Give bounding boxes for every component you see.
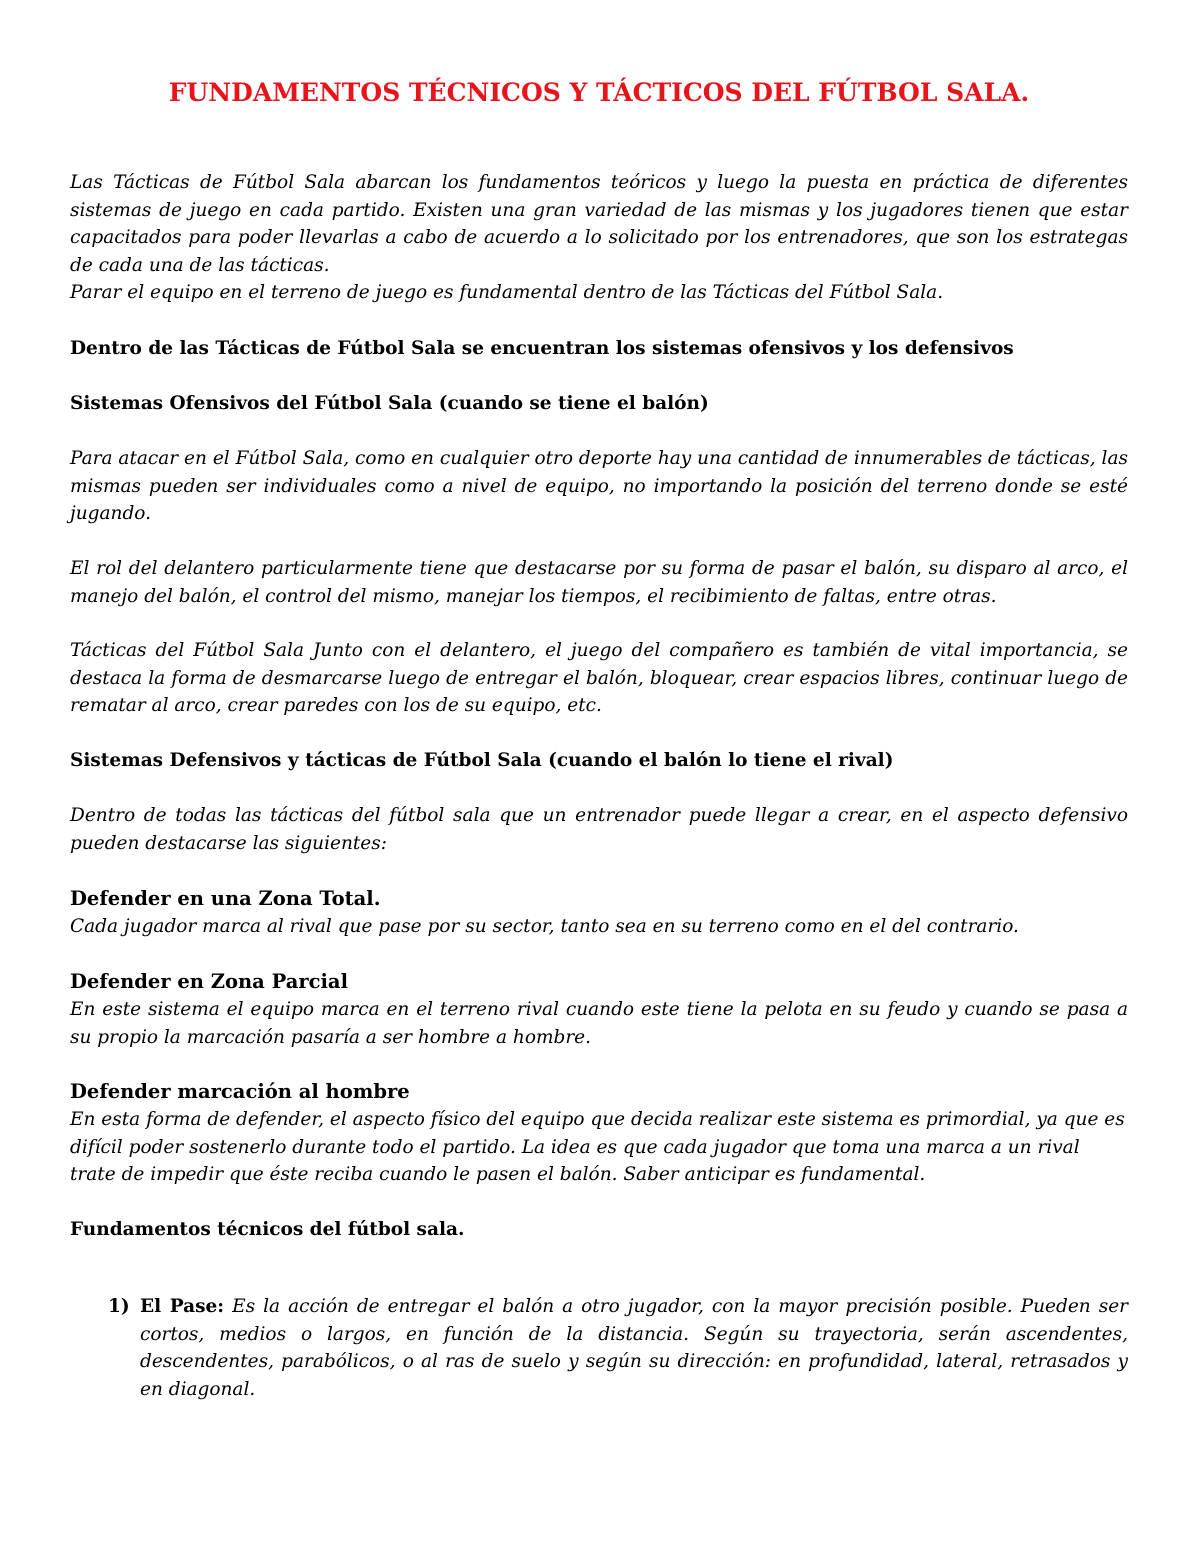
offensive-paragraph-2: El rol del delantero particularmente tiene que destacarse por su forma de pasar el balón, su disparo al arco, el manejo del balón, el control del mismo, manejar los tiempos, el recibimiento de faltas, entre otras. [70, 558, 1128, 607]
heading-offensive: Sistemas Ofensivos del Fútbol Sala (cuando se tiene el balón) [70, 393, 709, 414]
heading-systems: Dentro de las Tácticas de Fútbol Sala se encuentran los sistemas ofensivos y los defensivos [70, 338, 1014, 359]
zone-partial-heading: Defender en Zona Parcial [70, 970, 348, 993]
intro-paragraph: Las Tácticas de Fútbol Sala abarcan los fundamentos teóricos y luego la puesta en práctica de diferentes sistemas de juego en cada partido. Existen una gran variedad de las mismas y los jugadores tienen que estar capacitados para poder llevarlas a cabo de acuerdo a lo solicitado por los entrenadores, que son los estrategas de cada una de las tácticas. [70, 172, 1128, 276]
zone-total-heading: Defender en una Zona Total. [70, 887, 381, 910]
zone-total-text: Cada jugador marca al rival que pase por su sector, tanto sea en su terreno como en el del contrario. [70, 916, 1019, 937]
man-marking-heading: Defender marcación al hombre [70, 1080, 410, 1103]
heading-defensive: Sistemas Defensivos y tácticas de Fútbol Sala (cuando el balón lo tiene el rival) [70, 750, 894, 771]
offensive-paragraph-1: Para atacar en el Fútbol Sala, como en cualquier otro deporte hay una cantidad de innumerables de tácticas, las mismas pueden ser individuales como a nivel de equipo, no importando la posición del terreno donde se esté jugando. [70, 448, 1128, 524]
document-title: FUNDAMENTOS TÉCNICOS Y TÁCTICOS DEL FÚTBOL SALA. [168, 78, 1030, 107]
list-item-text: Es la acción de entregar el balón a otro jugador, con la mayor precisión posible. Pueden ser cortos, medios o largos, en función de la distancia. Según su trayectoria, serán ascendentes, descendentes, parabólicos, o al ras de suelo y según su dirección: en profundidad, lateral, retrasados y en diagonal. [140, 1296, 1128, 1400]
list-item-body [140, 1293, 1128, 1403]
man-marking-text: En esta forma de defender, el aspecto físico del equipo que decida realizar este sistema es primordial, ya que es difícil poder sostenerlo durante todo el partido. La idea es que cada jugador que toma una marca a un rival trate de impedir que éste reciba cuando le pasen el balón. Saber anticipar es fundamental. [70, 1109, 1125, 1185]
offensive-paragraph-3: Tácticas del Fútbol Sala Junto con el delantero, el juego del compañero es también de vital importancia, se destaca la forma de desmarcarse luego de entregar el balón, bloquear, crear espacios libres, continuar luego de rematar al arco, crear paredes con los de su equipo, etc. [70, 640, 1128, 716]
intro-line: Parar el equipo en el terreno de juego es fundamental dentro de las Tácticas del Fútbol Sala. [70, 282, 944, 303]
defensive-intro: Dentro de todas las tácticas del fútbol sala que un entrenador puede llegar a crear, en el aspecto defensivo pueden destacarse las siguientes: [70, 805, 1128, 854]
heading-technical: Fundamentos técnicos del fútbol sala. [70, 1219, 465, 1240]
list-item-label: El Pase: [140, 1296, 225, 1317]
list-item-number: 1) [108, 1296, 130, 1317]
zone-partial-text: En este sistema el equipo marca en el terreno rival cuando este tiene la pelota en su feudo y cuando se pasa a su propio la marcación pasaría a ser hombre a hombre. [70, 999, 1128, 1048]
